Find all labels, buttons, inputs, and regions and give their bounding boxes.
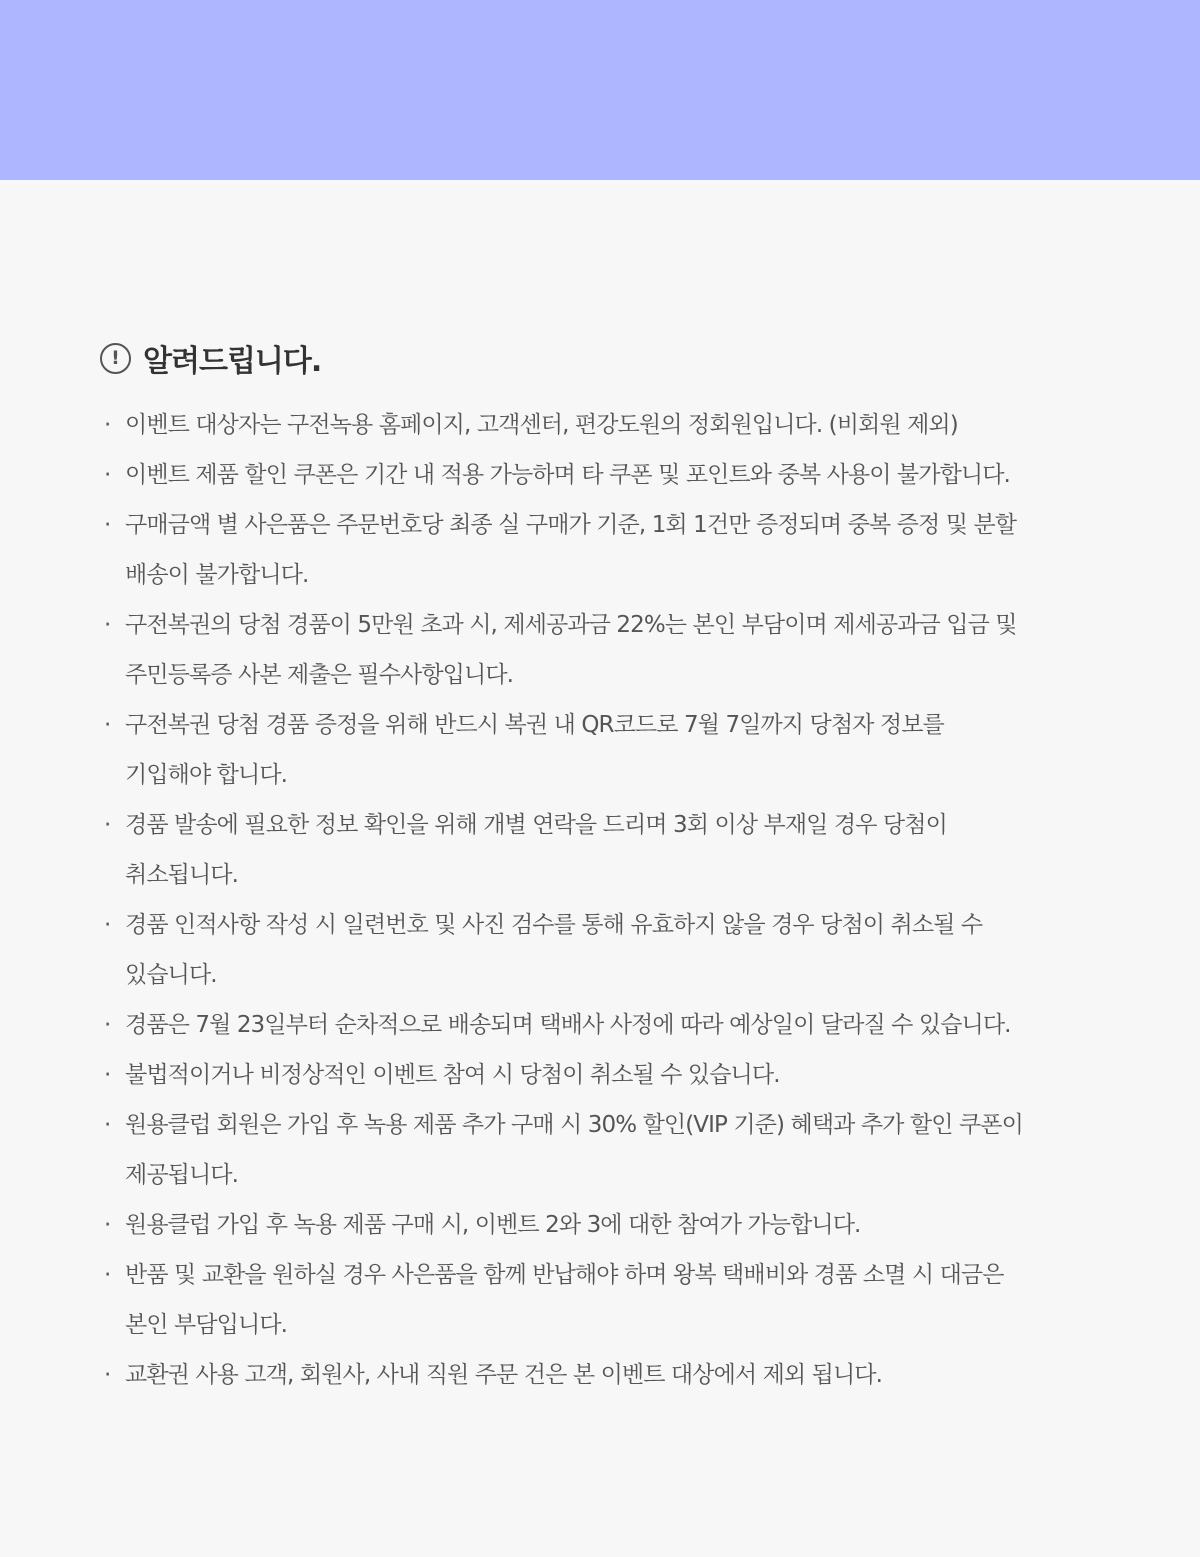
list-item — [100, 1350, 1100, 1400]
list-item-text: 이벤트 제품 할인 쿠폰은 기간 내 적용 가능하며 타 쿠폰 및 포인트와 중복 사용이 불가합니다. — [125, 462, 1010, 488]
list-item — [100, 450, 1100, 500]
list-item — [100, 700, 1100, 800]
list-item — [100, 1100, 1100, 1200]
list-item — [100, 400, 1100, 450]
notice-header — [100, 338, 1100, 378]
list-item — [100, 900, 1100, 1000]
bullet: · — [104, 1112, 111, 1138]
list-item-text: 경품은 7월 23일부터 순차적으로 배송되며 택배사 사정에 따라 예상일이 달라질 수 있습니다. — [125, 1012, 1011, 1038]
list-item-text: 구매금액 별 사은품은 주문번호당 최종 실 구매가 기준, 1회 1건만 증정되며 중복 증정 및 분할 배송이 불가합니다. — [125, 512, 1017, 588]
bullet: · — [104, 1262, 111, 1288]
list-item — [100, 500, 1100, 600]
list-item-text: 반품 및 교환을 원하실 경우 사은품을 함께 반납해야 하며 왕복 택배비와 경품 소멸 시 대금은 본인 부담입니다. — [125, 1262, 1004, 1338]
bullet: · — [104, 1362, 111, 1388]
exclamation-circle-icon: ! — [100, 343, 131, 374]
list-item — [100, 1250, 1100, 1350]
list-item-text: 불법적이거나 비정상적인 이벤트 참여 시 당첨이 취소될 수 있습니다. — [125, 1062, 780, 1088]
bullet: · — [104, 512, 111, 538]
list-item — [100, 800, 1100, 900]
list-item-text: 경품 발송에 필요한 정보 확인을 위해 개별 연락을 드리며 3회 이상 부재일 경우 당첨이 취소됩니다. — [125, 812, 947, 888]
list-item-text: 구전복권 당첨 경품 증정을 위해 반드시 복권 내 QR코드로 7월 7일까지 당첨자 정보를 기입해야 합니다. — [125, 712, 944, 788]
bullet: · — [104, 812, 111, 838]
bullet: · — [104, 1212, 111, 1238]
list-item-text: 교환권 사용 고객, 회원사, 사내 직원 주문 건은 본 이벤트 대상에서 제외 됩니다. — [125, 1362, 883, 1388]
notice-section — [100, 338, 1100, 1400]
bullet: · — [104, 912, 111, 938]
list-item — [100, 1050, 1100, 1100]
list-item-text: 구전복권의 당첨 경품이 5만원 초과 시, 제세공과금 22%는 본인 부담이며 제세공과금 입금 및 주민등록증 사본 제출은 필수사항입니다. — [125, 612, 1017, 688]
bullet: · — [104, 412, 111, 438]
bullet: · — [104, 712, 111, 738]
list-item-text: 이벤트 대상자는 구전녹용 홈페이지, 고객센터, 편강도원의 정회원입니다. (비회원 제외) — [125, 412, 958, 438]
bullet: · — [104, 612, 111, 638]
notice-title: 알려드립니다. — [143, 344, 322, 379]
notice-list — [100, 400, 1100, 1400]
bullet: · — [104, 1062, 111, 1088]
list-item — [100, 600, 1100, 700]
list-item-text: 원용클럽 회원은 가입 후 녹용 제품 추가 구매 시 30% 할인(VIP 기준) 혜택과 추가 할인 쿠폰이 제공됩니다. — [125, 1112, 1023, 1188]
list-item-text: 경품 인적사항 작성 시 일련번호 및 사진 검수를 통해 유효하지 않을 경우 당첨이 취소될 수 있습니다. — [125, 912, 983, 988]
top-banner-band — [0, 0, 1200, 180]
bullet: · — [104, 462, 111, 488]
list-item — [100, 1000, 1100, 1050]
list-item — [100, 1200, 1100, 1250]
bullet: · — [104, 1012, 111, 1038]
list-item-text: 원용클럽 가입 후 녹용 제품 구매 시, 이벤트 2와 3에 대한 참여가 가능합니다. — [125, 1212, 861, 1238]
